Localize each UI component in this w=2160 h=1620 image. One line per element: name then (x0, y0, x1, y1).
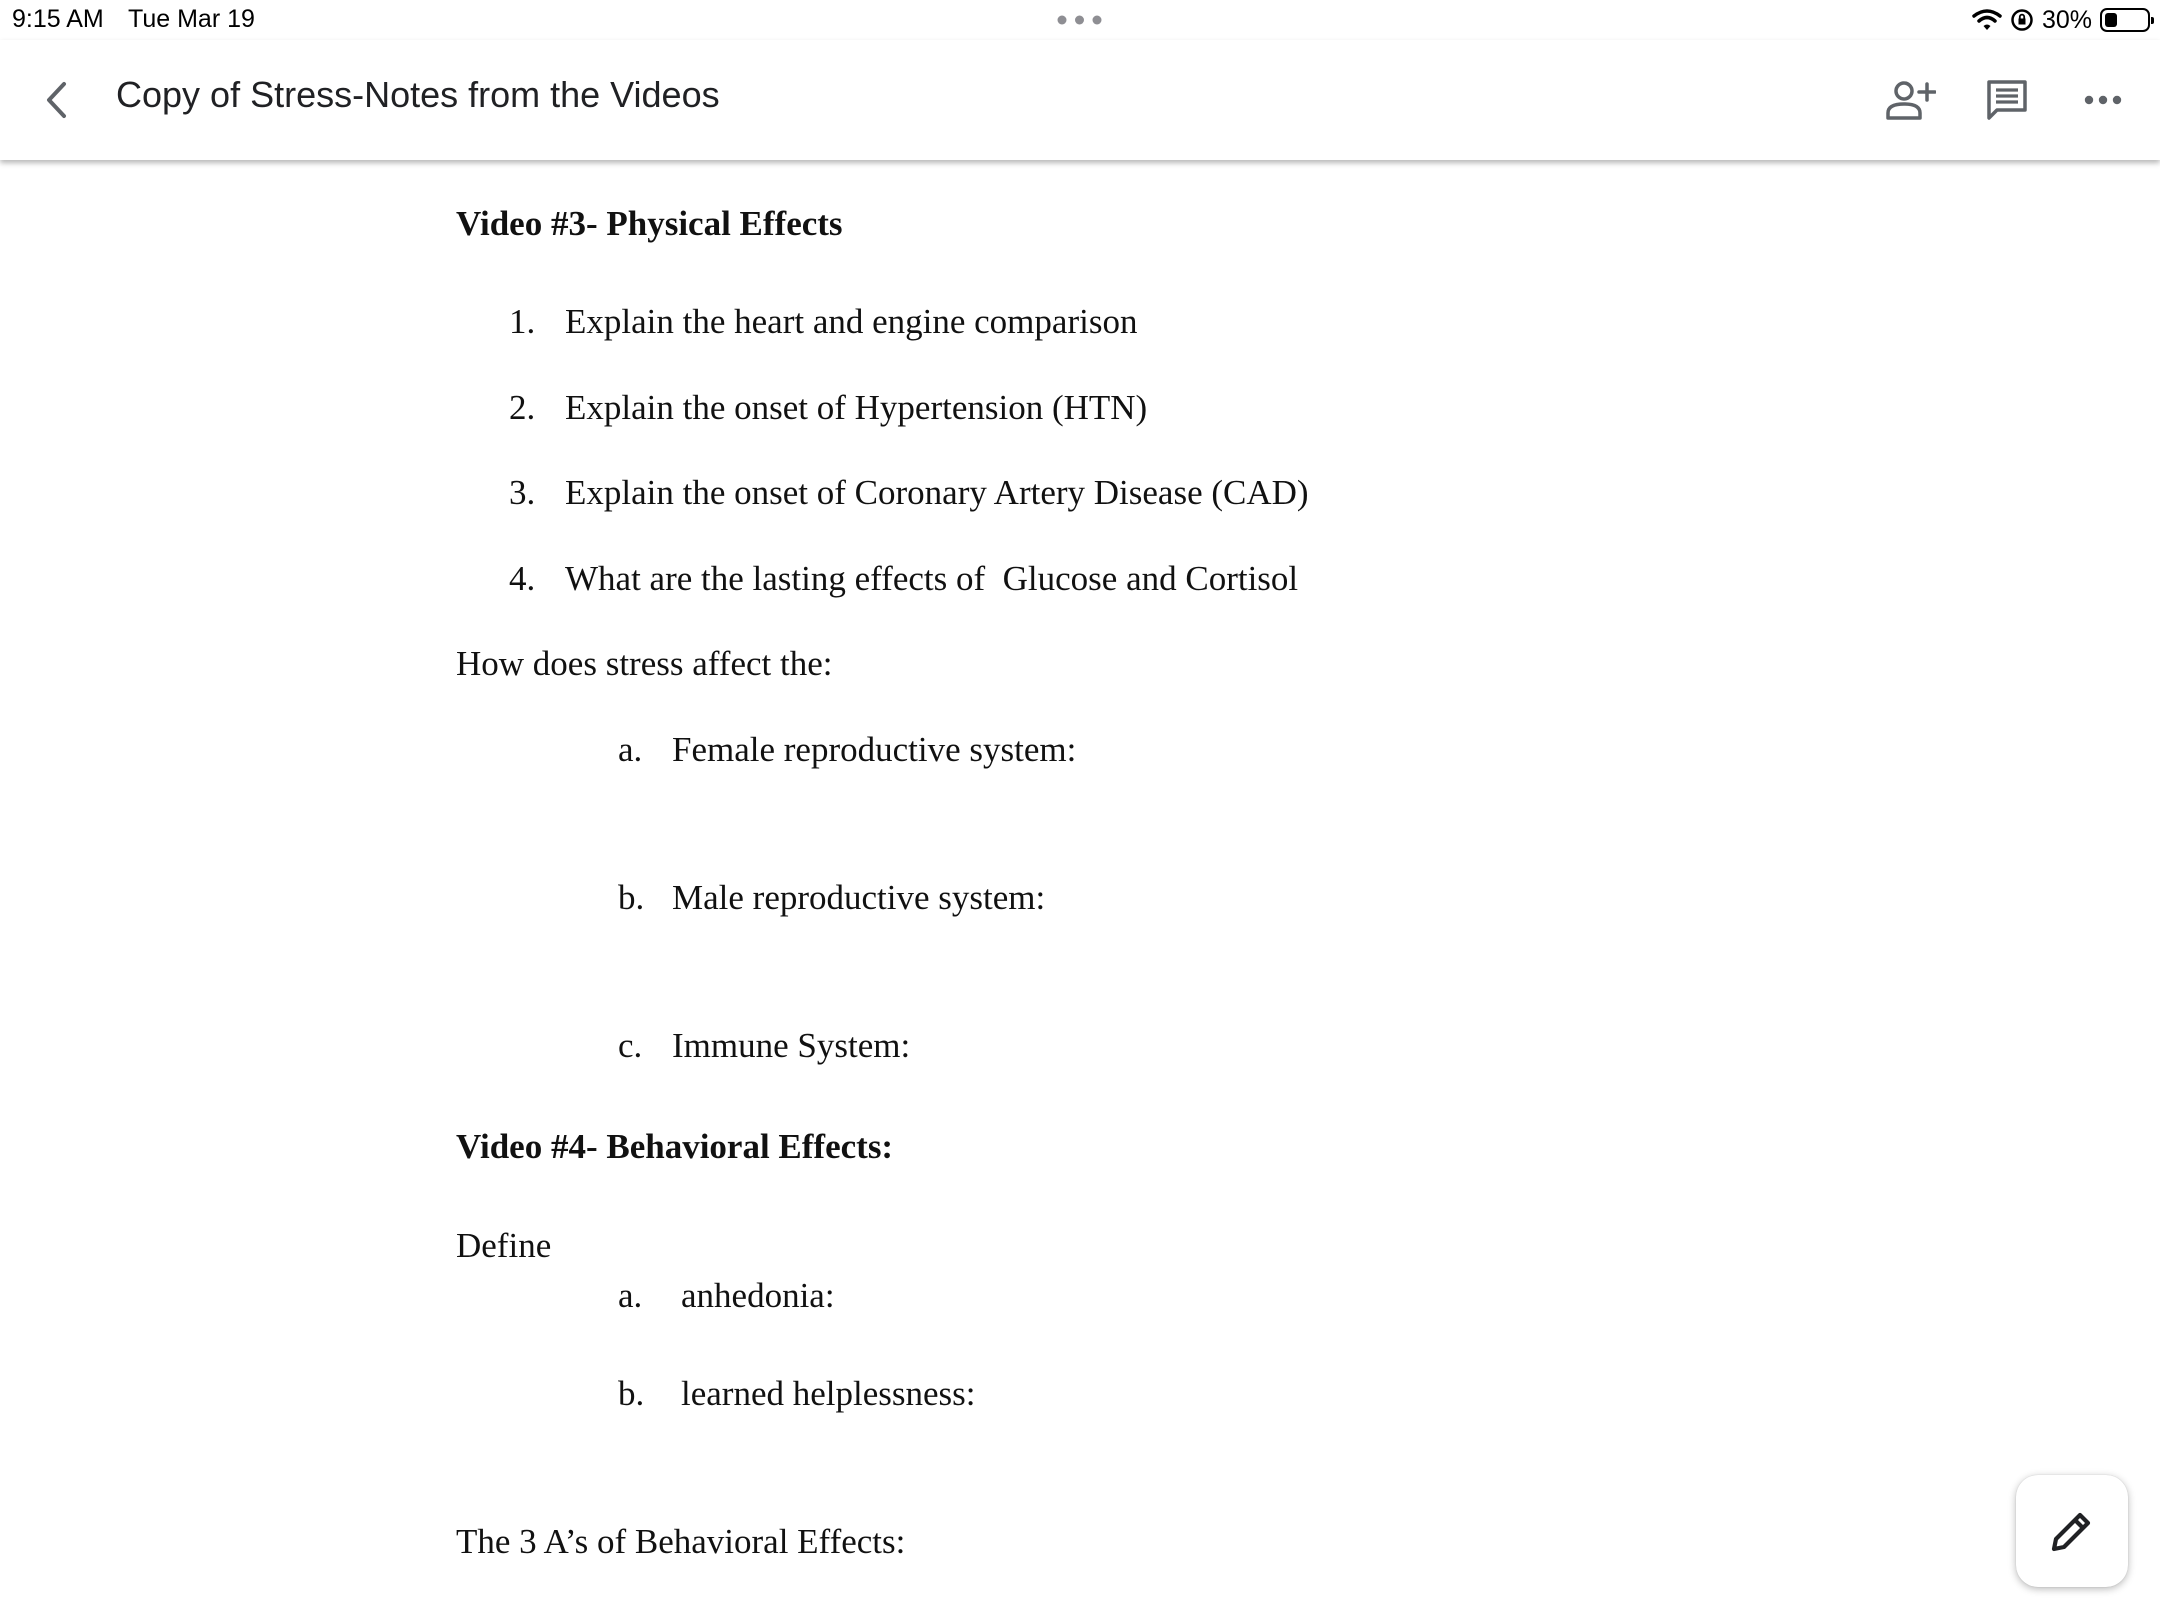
three-as-heading: The 3 A’s of Behavioral Effects: (456, 1522, 906, 1561)
define-label: Define (456, 1226, 552, 1265)
more-horiz-icon (2083, 94, 2123, 106)
wifi-icon (1972, 8, 2002, 32)
doc-header (0, 40, 2160, 160)
list-item: Explain the heart and engine comparison (565, 302, 1138, 341)
list-item: anhedonia: (681, 1276, 835, 1315)
list-marker: 3. (509, 473, 536, 512)
list-item: Explain the onset of Coronary Artery Disease (CAD) (565, 473, 1309, 512)
list-item: What are the lasting effects of Glucose and Cortisol (565, 559, 1299, 598)
battery-percent: 30% (2041, 5, 2092, 34)
status-date: Tue Mar 19 (128, 5, 255, 33)
section-heading-video-3: Video #3- Physical Effects (456, 204, 843, 243)
add-person-icon (1884, 78, 1936, 122)
list-item: Immune System: (672, 1026, 911, 1065)
list-marker: c. (618, 1026, 643, 1065)
section-heading-video-4: Video #4- Behavioral Effects: (456, 1127, 894, 1166)
more-options-button[interactable] (2073, 70, 2133, 130)
pencil-edit-icon (2046, 1505, 2098, 1557)
list-item: Explain the onset of Hypertension (HTN) (565, 388, 1148, 427)
share-button[interactable] (1880, 70, 1940, 130)
document-body[interactable] (0, 160, 2160, 1620)
orientation-lock-icon (2010, 8, 2034, 32)
list-marker: a. (618, 1276, 643, 1315)
status-time: 9:15 AM (12, 5, 104, 33)
chevron-left-icon (36, 75, 80, 125)
comment-icon (1985, 78, 2029, 122)
list-marker: 2. (509, 388, 536, 427)
document-title: Copy of Stress-Notes from the Videos (116, 74, 720, 115)
list-item: Female reproductive system: (672, 730, 1077, 769)
comments-button[interactable] (1977, 70, 2037, 130)
list-marker: 4. (509, 559, 536, 598)
list-marker: b. (618, 1374, 645, 1413)
battery-level-fill (2105, 13, 2117, 27)
battery-icon (2100, 8, 2150, 32)
list-item: Male reproductive system: (672, 878, 1046, 917)
back-button[interactable] (36, 75, 80, 125)
edit-fab-button[interactable] (2016, 1475, 2128, 1587)
status-bar (0, 0, 2160, 40)
list-marker: a. (618, 730, 643, 769)
list-marker: b. (618, 878, 645, 917)
stress-prompt: How does stress affect the: (456, 644, 833, 683)
list-item: learned helplessness: (681, 1374, 976, 1413)
multitasking-dots-icon[interactable] (1057, 15, 1102, 25)
list-marker: 1. (509, 302, 536, 341)
